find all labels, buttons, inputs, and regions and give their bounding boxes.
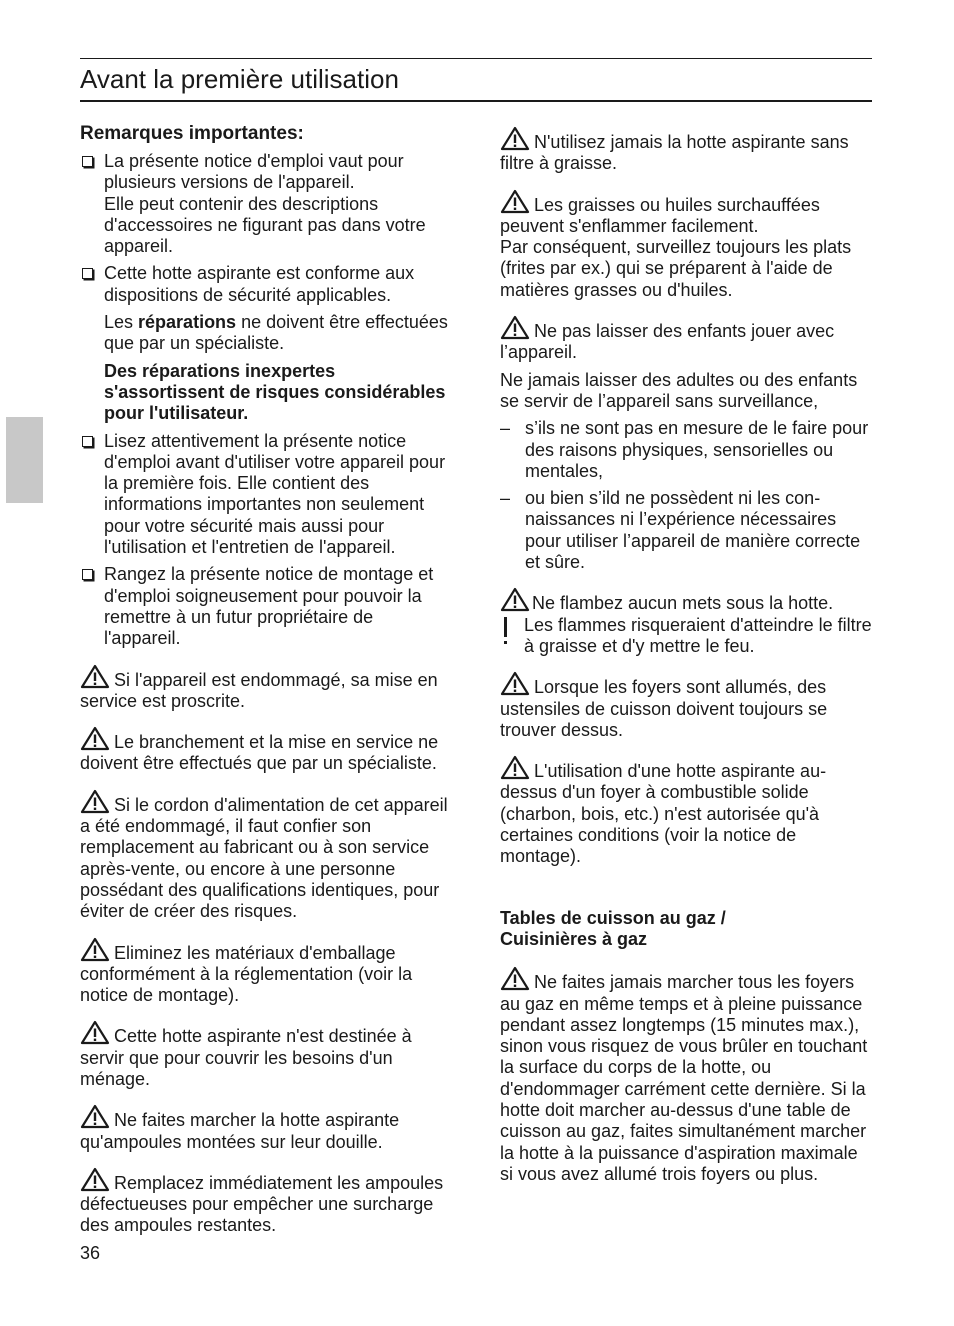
warning-text: Ne pas laisser des enfants jouer avec l’appareil. (500, 321, 835, 363)
warning-triangle-icon (500, 126, 530, 151)
warning-text: Ne faites marcher la hotte aspirante qu'ampoules montées sur leur douille. (80, 1110, 400, 1152)
warning-note (80, 726, 452, 775)
warning-triangle-icon (500, 587, 530, 612)
page-title: Avant la première utilisation (80, 64, 399, 94)
repairs-note (80, 312, 452, 355)
warning-triangle-icon (80, 1104, 110, 1129)
warning-triangle-icon (80, 1167, 110, 1192)
warning-triangle-icon (500, 671, 530, 696)
warning-triangle-icon (80, 726, 110, 751)
section-spacer (500, 882, 874, 908)
checkbox-bullet-icon (82, 268, 93, 279)
warning-note (80, 1104, 452, 1153)
bullet-text: Cette hotte aspirante est conforme aux dispositions de sécurité applicables. (104, 263, 415, 305)
warning-note (80, 1020, 452, 1090)
fire-warning-note (500, 587, 874, 657)
warning-note (80, 1167, 452, 1237)
dash-list-item (500, 418, 874, 482)
warning-text: L'utilisation d'une hotte aspirante au-dessus d'un foyer à combustible solide (charbon, bois, etc.) n'est autorisée qu'à certaines conditions (voir la notice de montage). (500, 761, 827, 867)
warning-note (500, 966, 874, 1185)
repairs-text-bold: réparations (138, 312, 237, 333)
warning-note (80, 937, 452, 1007)
warning-note (80, 664, 452, 713)
warning-triangle-icon (80, 789, 110, 814)
section-heading-remarques: Remarques importantes: (80, 123, 304, 144)
fire-warning-head (500, 587, 874, 614)
warning-triangle-icon (500, 315, 530, 340)
dash-item-text: ou bien s’ild ne possèdent ni les con-naissances ni l’expérience nécessaires pour utiliser l’appareil de manière correcte et sûre. (525, 488, 861, 573)
gas-heading-line: Cuisinières à gaz (500, 928, 648, 949)
repairs-text-post: ne doivent être effectuées que par un spécialiste. (104, 312, 448, 354)
warning-text: Le branchement et la mise en service ne doivent être effectués que par un spécialiste. (80, 732, 439, 774)
warning-text-continued: Par conséquent, surveillez toujours les plats (frites par ex.) qui se préparent à l'aide de matières grasses ou d'huiles. (500, 237, 852, 300)
supervision-intro: Ne jamais laisser des adultes ou des enfants se servir de l’appareil sans surveillance, (500, 369, 858, 411)
warning-text: Ne faites jamais marcher tous les foyers au gaz en même temps et à pleine puissance pendant assez longtemps (15 minutes max.), sinon vous risquez de vous brûler en touchant la surface du corps de la hotte, ou d'endommager carrément cette dernière. Si la hotte doit marcher au-dessus d'une table de cuisson au gaz, faites simultanément marcher la hotte à la puissance d'aspiration maximale si vous avez allumé trois foyers ou plus. (500, 972, 868, 1184)
warning-triangle-icon (80, 937, 110, 962)
gas-heading-line: Tables de cuisson au gaz / (500, 907, 726, 928)
section-heading-gas (500, 908, 874, 951)
warning-text: Ne flambez aucun mets sous la hotte. (532, 593, 834, 614)
dash-item-text: s’ils ne sont pas en mesure de le faire pour des raisons physiques, sensorielles ou mentales, (525, 418, 869, 481)
page-number: 36 (80, 1243, 101, 1263)
dash-marker: – (500, 488, 511, 509)
warning-text: Les graisses ou huiles surchauffées peuvent s'enflammer facilement. (500, 194, 820, 236)
checkbox-bullet-icon (82, 436, 93, 447)
bullet-text: La présente notice d'emploi vaut pour plusieurs versions de l'appareil. (104, 151, 404, 193)
section-tab-marker (6, 417, 43, 503)
header-rule-top (80, 58, 872, 59)
warning-triangle-icon (80, 1020, 110, 1045)
checkbox-bullet-item (80, 564, 452, 649)
warning-text: Eliminez les matériaux d'emballage conformément à la réglementation (voir la notice de montage). (80, 942, 413, 1006)
repairs-warning: Des réparations inexpertes s'assortissent de risques considérables pour l'utilisateur. (104, 360, 446, 424)
warning-note (500, 189, 874, 301)
checkbox-bullet-item (80, 431, 452, 559)
warning-text-continued: Les flammes risqueraient d'atteindre le filtre à graisse et d'y mettre le feu. (524, 614, 872, 656)
header-rule-bottom (80, 100, 872, 102)
dash-marker: – (500, 418, 511, 439)
warning-triangle-icon (500, 755, 530, 780)
warning-text: Si le cordon d'alimentation de cet appareil a été endommagé, il faut confier son remplacement au fabricant ou à son service après-vente, ou encore à une personne possédant des qualifications identiques, pour éviter de créer des risques. (80, 794, 448, 922)
left-column (80, 122, 452, 1251)
warning-note (500, 126, 874, 175)
warning-triangle-icon (80, 664, 110, 689)
warning-text: Si l'appareil est endommagé, sa mise en service est proscrite. (80, 669, 438, 711)
warning-note (500, 315, 874, 364)
right-column (500, 126, 874, 1199)
bullet-text: Lisez attentivement la présente notice d'emploi avant d'utiliser votre appareil pour la première fois. Elle contient des informations importantes non seulement pour votre sécurité mais aussi pour l'utilisation et l'entretien de l'appareil. (104, 430, 446, 558)
warning-text: Cette hotte aspirante n'est destinée à servir que pour couvrir les besoins d'un ménage. (80, 1026, 412, 1089)
dash-list-item (500, 488, 874, 573)
repairs-text-pre: Les (104, 312, 139, 333)
warning-triangle-icon (500, 189, 530, 214)
warning-triangle-icon (500, 966, 530, 991)
exclamation-icon (504, 617, 508, 645)
checkbox-bullet-icon (82, 156, 93, 167)
warning-text: N'utilisez jamais la hotte aspirante sans filtre à graisse. (500, 132, 849, 174)
warning-note (500, 755, 874, 867)
warning-text: Lorsque les foyers sont allumés, des ustensiles de cuisson doivent toujours se trouver dessus. (500, 677, 828, 740)
warning-text: Remplacez immédiatement les ampoules défectueuses pour empêcher une surcharge des ampoules restantes. (80, 1172, 444, 1236)
checkbox-bullet-item (80, 263, 452, 306)
bullet-text: Rangez la présente notice de montage et d'emploi soigneusement pour pouvoir la remettre à un futur propriétaire de l'appareil. (104, 564, 434, 649)
bullet-text: Elle peut contenir des descriptions d'accessoires ne figurant pas dans votre appareil. (104, 193, 426, 257)
warning-note (80, 789, 452, 923)
checkbox-bullet-icon (82, 569, 93, 580)
warning-note (500, 671, 874, 741)
checkbox-bullet-item (80, 151, 452, 257)
